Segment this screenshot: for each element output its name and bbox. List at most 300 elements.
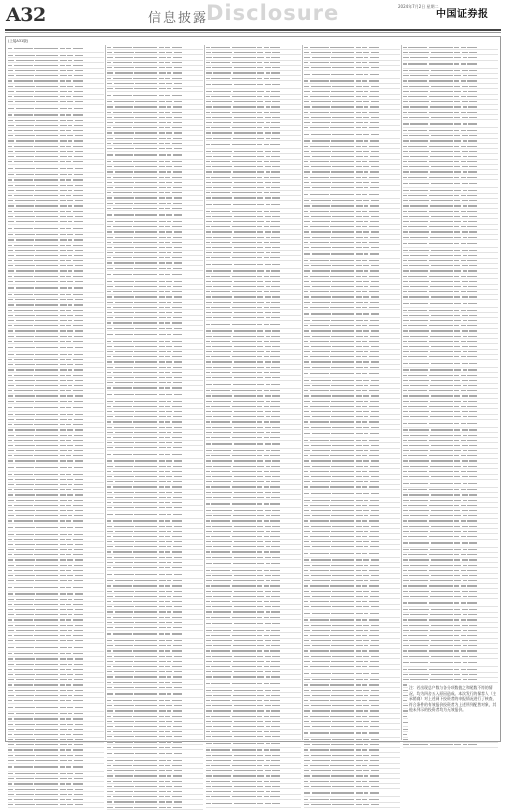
table-cell [257, 151, 263, 152]
table-cell [371, 526, 379, 527]
table-cell [35, 75, 58, 76]
table-cell [8, 724, 13, 725]
table-cell [410, 435, 428, 436]
table-cell [212, 476, 232, 477]
table-cell [310, 666, 329, 667]
table-cell [134, 807, 157, 808]
table-cell [310, 291, 329, 292]
table-cell [430, 630, 453, 631]
table-cell [212, 557, 232, 558]
table-cell [356, 276, 361, 277]
table-cell [66, 669, 71, 670]
table-cell [67, 479, 73, 480]
table-cell [8, 234, 13, 235]
table-row [304, 490, 399, 498]
table-cell [403, 614, 409, 615]
table-cell [311, 216, 331, 217]
table-cell [469, 86, 477, 87]
table-cell [60, 679, 67, 680]
table-cell [271, 760, 280, 761]
table-cell [8, 369, 14, 370]
table-cell [14, 520, 33, 521]
table-cell [304, 122, 310, 123]
table-cell [369, 781, 379, 782]
table-cell [115, 351, 133, 352]
table-cell [172, 208, 182, 209]
table-cell [173, 645, 182, 646]
table-cell [233, 171, 256, 172]
table-cell [166, 394, 172, 395]
table-cell [15, 250, 35, 251]
table-cell [264, 78, 269, 79]
table-cell [211, 570, 230, 571]
table-cell [113, 161, 132, 162]
table-cell [174, 591, 182, 592]
table-cell [135, 606, 157, 607]
table-cell [312, 531, 330, 532]
table-cell [270, 372, 280, 373]
table-cell [363, 640, 369, 641]
table-cell [232, 781, 256, 782]
table-cell [206, 570, 210, 571]
table-cell [60, 228, 65, 229]
table-cell [311, 411, 331, 412]
table-cell [107, 122, 113, 123]
table-cell [15, 559, 35, 560]
table-cell [310, 161, 329, 162]
table-cell [463, 662, 467, 663]
table-cell [331, 613, 354, 614]
table-cell [270, 455, 280, 456]
table-cell [454, 75, 461, 76]
table-row [107, 451, 202, 459]
table-cell [75, 250, 83, 251]
table-cell [356, 679, 363, 680]
table-cell [312, 661, 330, 662]
table-cell [410, 679, 428, 680]
table-cell [107, 208, 111, 209]
table-cell [66, 260, 71, 261]
table-cell [461, 406, 466, 407]
table-cell [159, 351, 166, 352]
table-cell [67, 395, 73, 396]
table-cell [232, 78, 256, 79]
table-cell [429, 585, 453, 586]
table-cell [403, 140, 409, 141]
table-cell [233, 497, 256, 498]
table-row [8, 105, 104, 113]
table-cell [330, 520, 354, 521]
table-cell [212, 52, 232, 53]
table-cell [8, 190, 14, 191]
table-cell [75, 281, 83, 282]
table-cell [304, 455, 308, 456]
table-cell [165, 372, 170, 373]
table-cell [454, 243, 459, 244]
table-cell [60, 424, 65, 425]
table-cell [211, 486, 230, 487]
table-cell [73, 604, 83, 605]
table-cell [8, 494, 13, 495]
table-cell [364, 106, 368, 107]
table-cell [211, 683, 230, 684]
table-cell [174, 411, 182, 412]
table-cell [133, 95, 157, 96]
table-cell [454, 609, 460, 610]
table-cell [213, 336, 231, 337]
table-cell [165, 567, 170, 568]
table-cell [159, 710, 166, 711]
table-cell [232, 617, 256, 618]
table-cell [257, 406, 262, 407]
table-cell [107, 187, 113, 188]
table-cell [107, 514, 113, 515]
table-cell [330, 601, 354, 602]
table-cell [113, 62, 132, 63]
table-cell [34, 539, 58, 540]
table-cell [403, 401, 409, 402]
table-cell [403, 471, 407, 472]
table-cell [60, 336, 67, 337]
table-cell [270, 585, 280, 586]
table-cell [257, 671, 263, 672]
table-cell [304, 140, 310, 141]
table-cell [461, 47, 466, 48]
table-cell [403, 635, 407, 636]
table-cell [16, 239, 34, 240]
table-cell [430, 614, 453, 615]
table-cell [304, 666, 308, 667]
table-cell [257, 47, 262, 48]
table-cell [60, 565, 67, 566]
table-cell [8, 174, 14, 175]
table-cell [60, 593, 66, 594]
table-cell [304, 505, 308, 506]
table-cell [159, 507, 165, 508]
table-cell [8, 474, 12, 475]
table-cell [403, 554, 407, 555]
table-cell [257, 450, 264, 451]
table-cell [370, 744, 379, 745]
table-cell [174, 262, 182, 263]
table-cell [431, 429, 453, 430]
table-cell [468, 565, 477, 566]
table-cell [67, 429, 73, 430]
table-cell [264, 716, 269, 717]
table-cell [363, 786, 369, 787]
table-cell [304, 187, 310, 188]
table-cell [264, 635, 269, 636]
table-cell [271, 432, 280, 433]
table-cell [468, 303, 477, 304]
table-cell [206, 197, 211, 198]
table-cell [167, 791, 171, 792]
table-cell [265, 395, 271, 396]
table-cell [369, 421, 379, 422]
table-cell [265, 281, 271, 282]
table-cell [134, 596, 157, 597]
table-cell [429, 112, 453, 113]
table-cell [468, 91, 477, 92]
table-cell [266, 760, 270, 761]
table-cell [332, 166, 354, 167]
table-cell [159, 242, 164, 243]
table-cell [60, 440, 65, 441]
table-cell [454, 596, 461, 597]
table-cell [211, 421, 230, 422]
table-cell [363, 330, 369, 331]
table-cell [233, 466, 256, 467]
table-cell [107, 406, 111, 407]
table-cell [454, 151, 460, 152]
table-cell [409, 380, 429, 381]
table-cell [364, 546, 368, 547]
table-cell [454, 351, 461, 352]
table-cell [211, 601, 230, 602]
table-row [8, 803, 104, 808]
table-cell [331, 645, 354, 646]
table-cell [463, 369, 467, 370]
table-cell [233, 726, 256, 727]
table-cell [234, 330, 256, 331]
table-cell [206, 395, 211, 396]
table-cell [356, 515, 363, 516]
table-cell [356, 253, 363, 254]
table-cell [172, 650, 182, 651]
table-cell [166, 247, 172, 248]
table-cell [264, 356, 269, 357]
table-cell [454, 435, 461, 436]
table-cell [67, 168, 73, 169]
table-cell [134, 334, 157, 335]
table-cell [8, 419, 14, 420]
table-cell [35, 614, 58, 615]
table-cell [36, 494, 58, 495]
table-cell [8, 255, 14, 256]
table-cell [311, 690, 331, 691]
table-cell [14, 407, 33, 408]
table-cell [257, 91, 264, 92]
table-cell [461, 226, 466, 227]
table-cell [135, 460, 157, 461]
table-cell [410, 221, 428, 222]
table-cell [330, 62, 354, 63]
table-cell [462, 216, 468, 217]
table-cell [331, 270, 354, 271]
table-cell [15, 494, 35, 495]
table-cell [212, 591, 232, 592]
table-cell [173, 580, 182, 581]
table-row [107, 391, 202, 399]
table-cell [431, 315, 453, 316]
table-cell [206, 700, 210, 701]
table-cell [8, 395, 13, 396]
table-cell [356, 695, 363, 696]
table-cell [454, 70, 460, 71]
table-cell [271, 336, 280, 337]
table-cell [233, 645, 256, 646]
table-cell [257, 96, 262, 97]
table-cell [454, 656, 460, 657]
table-cell [454, 57, 461, 58]
table-cell [165, 585, 170, 586]
table-cell [60, 364, 66, 365]
table-cell [403, 591, 408, 592]
table-cell [270, 520, 280, 521]
table-cell [174, 736, 182, 737]
table-cell [60, 234, 66, 235]
table-cell [115, 154, 133, 155]
table-cell [264, 421, 269, 422]
table-cell [60, 130, 65, 131]
table-cell [135, 182, 157, 183]
table-cell [165, 437, 170, 438]
table-cell [74, 60, 83, 61]
table-cell [257, 676, 264, 677]
table-cell [304, 716, 308, 717]
table-cell [369, 161, 379, 162]
table-cell [431, 363, 453, 364]
table-cell [166, 166, 172, 167]
table-cell [429, 520, 453, 521]
table-cell [107, 307, 111, 308]
table-cell [332, 200, 354, 201]
table-cell [332, 591, 354, 592]
table-cell [8, 804, 13, 805]
table-cell [15, 544, 35, 545]
table-cell [356, 106, 363, 107]
table-cell [212, 361, 232, 362]
table-cell [312, 205, 330, 206]
table-cell [363, 755, 369, 756]
table-cell [468, 596, 477, 597]
table-cell [364, 710, 368, 711]
table-cell [34, 635, 58, 636]
table-cell [75, 559, 83, 560]
table-cell [68, 255, 72, 256]
table-cell [8, 625, 13, 626]
table-cell [356, 650, 361, 651]
table-cell [362, 635, 367, 636]
table-cell [107, 302, 113, 303]
table-cell [370, 187, 379, 188]
table-cell [14, 325, 33, 326]
table-cell [272, 671, 280, 672]
table-cell [66, 390, 71, 391]
table-cell [403, 91, 409, 92]
table-cell [312, 91, 330, 92]
table-cell [410, 385, 428, 386]
table-cell [114, 427, 134, 428]
table-cell [265, 755, 271, 756]
table-cell [332, 804, 354, 805]
table-cell [363, 281, 369, 282]
table-cell [115, 710, 133, 711]
table-cell [257, 312, 263, 313]
table-cell [68, 205, 72, 206]
table-cell [257, 546, 264, 547]
table-cell [362, 341, 367, 342]
table-cell [15, 445, 35, 446]
table-cell [73, 228, 83, 229]
table-cell [232, 291, 256, 292]
table-cell [408, 602, 427, 603]
table-cell [310, 505, 329, 506]
table-cell [66, 684, 71, 685]
table-cell [174, 67, 182, 68]
table-cell [159, 770, 165, 771]
table-cell [206, 716, 210, 717]
table-cell [454, 146, 459, 147]
table-cell [67, 299, 73, 300]
table-cell [304, 96, 308, 97]
table-cell [174, 281, 182, 282]
table-cell [233, 661, 256, 662]
table-cell [8, 445, 13, 446]
table-cell [115, 72, 133, 73]
table-cell [356, 553, 361, 554]
table-cell [14, 195, 33, 196]
table-cell [454, 375, 459, 376]
table-cell [454, 406, 459, 407]
table-cell [206, 138, 212, 139]
table-cell [206, 312, 211, 313]
table-cell [257, 161, 262, 162]
table-cell [206, 171, 212, 172]
table-cell [364, 171, 368, 172]
table-cell [206, 635, 210, 636]
table-cell [133, 747, 157, 748]
table-cell [371, 625, 379, 626]
table-cell [159, 262, 165, 263]
table-cell [356, 546, 363, 547]
table-cell [304, 520, 308, 521]
table-cell [173, 775, 182, 776]
table-cell [469, 640, 477, 641]
table-column [7, 45, 105, 740]
table-cell [107, 476, 112, 477]
table-cell [371, 640, 379, 641]
table-cell [35, 450, 58, 451]
table-cell [115, 252, 133, 253]
table-cell [234, 427, 256, 428]
table-cell [271, 775, 280, 776]
table-cell [257, 166, 263, 167]
table-cell [107, 466, 113, 467]
table-cell [14, 604, 33, 605]
table-cell [66, 799, 71, 800]
table-cell [257, 656, 263, 657]
table-cell [462, 460, 468, 461]
table-cell [173, 252, 182, 253]
table-cell [133, 731, 157, 732]
table-cell [408, 585, 427, 586]
table-cell [454, 221, 461, 222]
table-cell [331, 122, 354, 123]
table-cell [310, 601, 329, 602]
table-row [304, 71, 399, 79]
table-cell [364, 320, 368, 321]
table-cell [159, 138, 166, 139]
table-cell [60, 101, 66, 102]
table-cell [159, 416, 166, 417]
table-cell [311, 281, 331, 282]
table-cell [409, 200, 429, 201]
table-cell [463, 351, 467, 352]
table-cell [454, 166, 460, 167]
table-cell [454, 429, 460, 430]
table-cell [463, 190, 467, 191]
